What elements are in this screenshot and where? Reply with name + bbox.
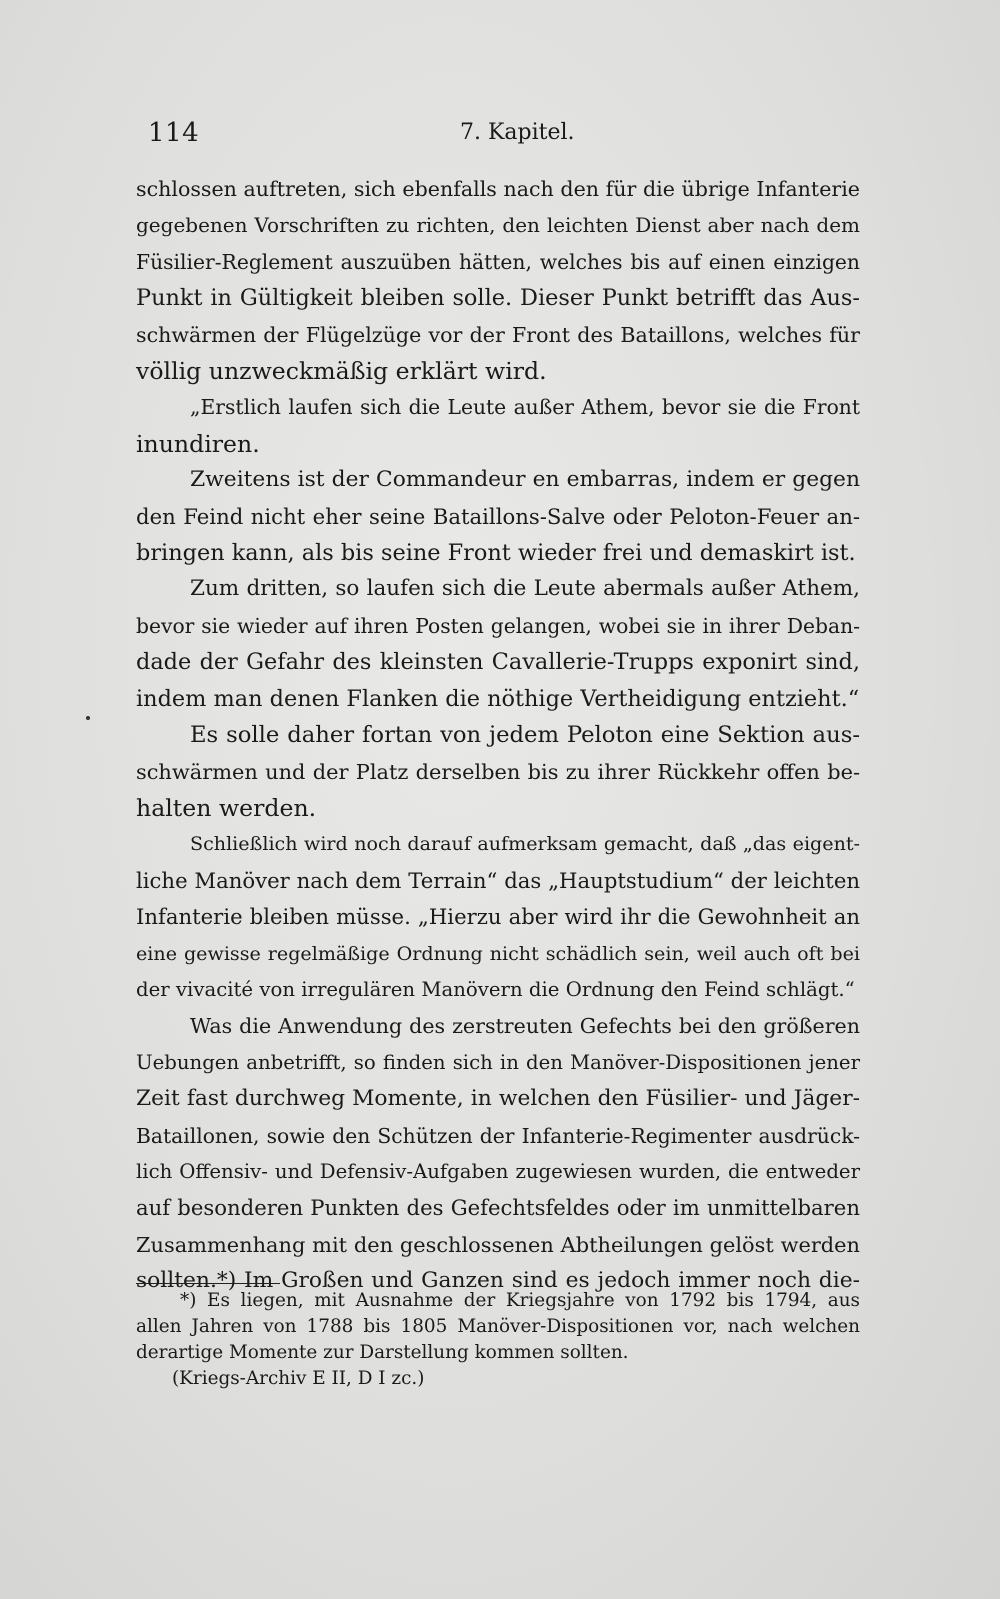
page-number: 114 bbox=[148, 118, 200, 148]
paragraph bbox=[136, 571, 860, 717]
paragraph bbox=[136, 826, 860, 1008]
text-line: völlig unzweckmäßig erklärt wird. bbox=[136, 357, 547, 386]
footnote-line: derartige Momente zur Darstellung kommen sollten. bbox=[136, 1342, 629, 1363]
text-line: bevor sie wieder auf ihren Posten gelangen, wobei sie in ihrer Deban- bbox=[136, 613, 860, 638]
stray-ink-mark bbox=[86, 716, 90, 720]
text-line: schwärmen der Flügelzüge vor der Front des Bataillons, welches für bbox=[136, 322, 860, 347]
page-header bbox=[148, 118, 848, 158]
text-line: halten werden. bbox=[136, 793, 317, 822]
text-line: inundiren. bbox=[136, 429, 260, 458]
paragraph bbox=[136, 717, 860, 826]
text-line: Füsilier-Reglement auszuüben hätten, welches bis auf einen einzigen bbox=[136, 249, 860, 274]
text-line: Es solle daher fortan von jedem Peloton eine Sektion aus- bbox=[190, 722, 860, 749]
text-line: schwärmen und der Platz derselben bis zu ihrer Rückkehr offen be- bbox=[136, 759, 860, 784]
running-head: 7. Kapitel. bbox=[460, 120, 575, 145]
text-line: sollten.*) Im Großen und Ganzen sind es jedoch immer noch die- bbox=[136, 1268, 860, 1294]
footnote-line: allen Jahren von 1788 bis 1805 Manöver-Dispositionen vor, nach welchen bbox=[136, 1316, 860, 1337]
text-line: schlossen auftreten, sich ebenfalls nach den für die übrige Infanterie bbox=[136, 177, 860, 201]
paragraph bbox=[136, 171, 860, 389]
footnote-rule bbox=[136, 1283, 280, 1284]
text-line: Schließlich wird noch darauf aufmerksam gemacht, daß „das eigent- bbox=[190, 832, 860, 856]
text-line: Infanterie bleiben müsse. „Hierzu aber wird ihr die Gewohnheit an bbox=[136, 904, 860, 930]
text-line: eine gewisse regelmäßige Ordnung nicht schädlich sein, weil auch oft bei bbox=[136, 941, 860, 965]
text-line: indem man denen Flanken die nöthige Vertheidigung entzieht.“ bbox=[136, 685, 860, 712]
text-line: Punkt in Gültigkeit bleiben solle. Dieser Punkt betrifft das Aus- bbox=[136, 285, 860, 312]
paragraph bbox=[136, 462, 860, 571]
footnote-reference: (Kriegs-Archiv E II, D I zc.) bbox=[172, 1368, 425, 1389]
paragraph bbox=[136, 389, 860, 462]
text-line: Was die Anwendung des zerstreuten Gefechts bei den größeren bbox=[190, 1014, 860, 1039]
text-line: Uebungen anbetrifft, so finden sich in den Manöver-Dispositionen jener bbox=[136, 1050, 860, 1074]
text-line: liche Manöver nach dem Terrain“ das „Hauptstudium“ der leichten bbox=[136, 867, 860, 893]
footnote bbox=[136, 1288, 860, 1392]
text-line: auf besonderen Punkten des Gefechtsfeldes oder im unmittelbaren bbox=[136, 1195, 860, 1221]
footnote-line: *) Es liegen, mit Ausnahme der Kriegsjahre von 1792 bis 1794, aus bbox=[180, 1290, 860, 1311]
text-line: gegebenen Vorschriften zu richten, den leichten Dienst aber nach dem bbox=[136, 213, 860, 238]
body-text bbox=[136, 171, 860, 1300]
text-line: der vivacité von irregulären Manövern die Ordnung den Feind schlägt.“ bbox=[136, 977, 855, 1001]
text-line: Zusammenhang mit den geschlossenen Abtheilungen gelöst werden bbox=[136, 1232, 860, 1257]
text-line: den Feind nicht eher seine Bataillons-Salve oder Peloton-Feuer an- bbox=[136, 503, 860, 529]
text-line: dade der Gefahr des kleinsten Cavallerie-Trupps exponirt sind, bbox=[136, 649, 860, 676]
paragraph bbox=[136, 1008, 860, 1299]
text-line: Bataillonen, sowie den Schützen der Infanterie-Regimenter ausdrück- bbox=[136, 1123, 860, 1148]
text-line: Zum dritten, so laufen sich die Leute abermals außer Athem, bbox=[190, 576, 860, 602]
text-line: Zeit fast durchweg Momente, in welchen den Füsilier- und Jäger- bbox=[136, 1086, 860, 1112]
text-line: lich Offensiv- und Defensiv-Aufgaben zugewiesen wurden, die entweder bbox=[136, 1159, 860, 1183]
text-line: Zweitens ist der Commandeur en embarras, indem er gegen bbox=[190, 467, 860, 493]
text-line: „Erstlich laufen sich die Leute außer Athem, bevor sie die Front bbox=[190, 395, 860, 420]
text-line: bringen kann, als bis seine Front wieder frei und demaskirt ist. bbox=[136, 540, 856, 567]
